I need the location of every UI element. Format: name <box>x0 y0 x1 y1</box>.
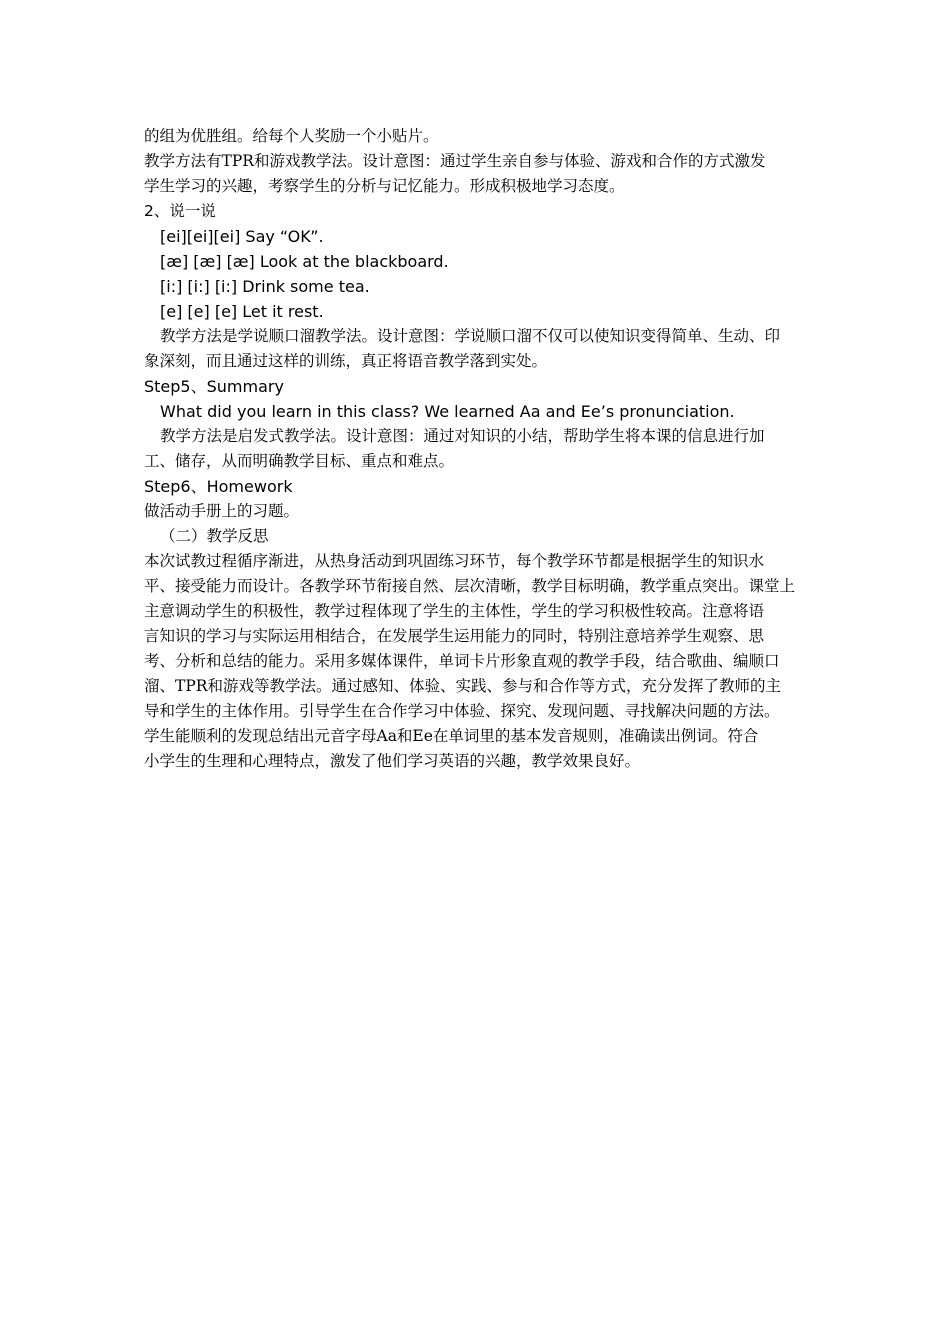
text-line: 学生能顺利的发现总结出元音字母Aa和Ee在单词里的基本发音规则，准确读出例词。符合 <box>144 727 759 745</box>
text-line: 溜、TPR和游戏等教学法。通过感知、体验、实践、参与和合作等方式，充分发挥了教师的主 <box>144 677 781 695</box>
homework-line: 做活动手册上的习题。 <box>144 502 300 520</box>
text-line: 言知识的学习与实际运用相结合，在发展学生运用能力的同时，特别注意培养学生观察、思 <box>144 627 765 645</box>
text-line: 考、分析和总结的能力。采用多媒体课件，单词卡片形象直观的教学手段，结合歌曲、编顺口 <box>144 652 780 670</box>
text-line: 教学方法有TPR和游戏教学法。设计意图：通过学生亲自参与体验、游戏和合作的方式激发 <box>144 152 766 170</box>
text-line: 本次试教过程循序渐进，从热身活动到巩固练习环节，每个教学环节都是根据学生的知识水 <box>144 552 765 570</box>
text-line: 学生学习的兴趣，考察学生的分析与记忆能力。形成积极地学习态度。 <box>144 177 625 195</box>
section-heading-say: 2、说一说 <box>144 202 216 220</box>
section-heading-step6: Step6、Homework <box>144 477 293 496</box>
section-heading-reflection: （二）教学反思 <box>160 527 269 545</box>
text-line: 象深刻，而且通过这样的训练，真正将语音教学落到实处。 <box>144 352 548 370</box>
text-line: 小学生的生理和心理特点，激发了他们学习英语的兴趣，教学效果良好。 <box>144 752 641 770</box>
chant-line: [ei][ei][ei] Say “OK”. <box>160 227 324 246</box>
text-line: 的组为优胜组。给每个人奖励一个小贴片。 <box>144 127 439 145</box>
text-line: 平、接受能力而设计。各教学环节衔接自然、层次清晰，教学目标明确，教学重点突出。课堂上 <box>144 577 796 595</box>
chant-line: [e] [e] [e] Let it rest. <box>160 302 324 321</box>
chant-line: [æ] [æ] [æ] Look at the blackboard. <box>160 252 449 271</box>
text-line: 工、储存，从而明确教学目标、重点和难点。 <box>144 452 455 470</box>
section-heading-step5: Step5、Summary <box>144 377 284 396</box>
text-line: 导和学生的主体作用。引导学生在合作学习中体验、探究、发现问题、寻找解决问题的方法。 <box>144 702 780 720</box>
chant-line: [i:] [i:] [i:] Drink some tea. <box>160 277 370 296</box>
summary-line: What did you learn in this class? We learned Aa and Ee’s pronunciation. <box>160 402 735 421</box>
text-line: 教学方法是学说顺口溜教学法。设计意图：学说顺口溜不仅可以使知识变得简单、生动、印 <box>160 327 781 345</box>
text-line: 主意调动学生的积极性，教学过程体现了学生的主体性，学生的学习积极性较高。注意将语 <box>144 602 765 620</box>
document-page <box>144 124 808 774</box>
text-line: 教学方法是启发式教学法。设计意图：通过对知识的小结，帮助学生将本课的信息进行加 <box>160 427 765 445</box>
